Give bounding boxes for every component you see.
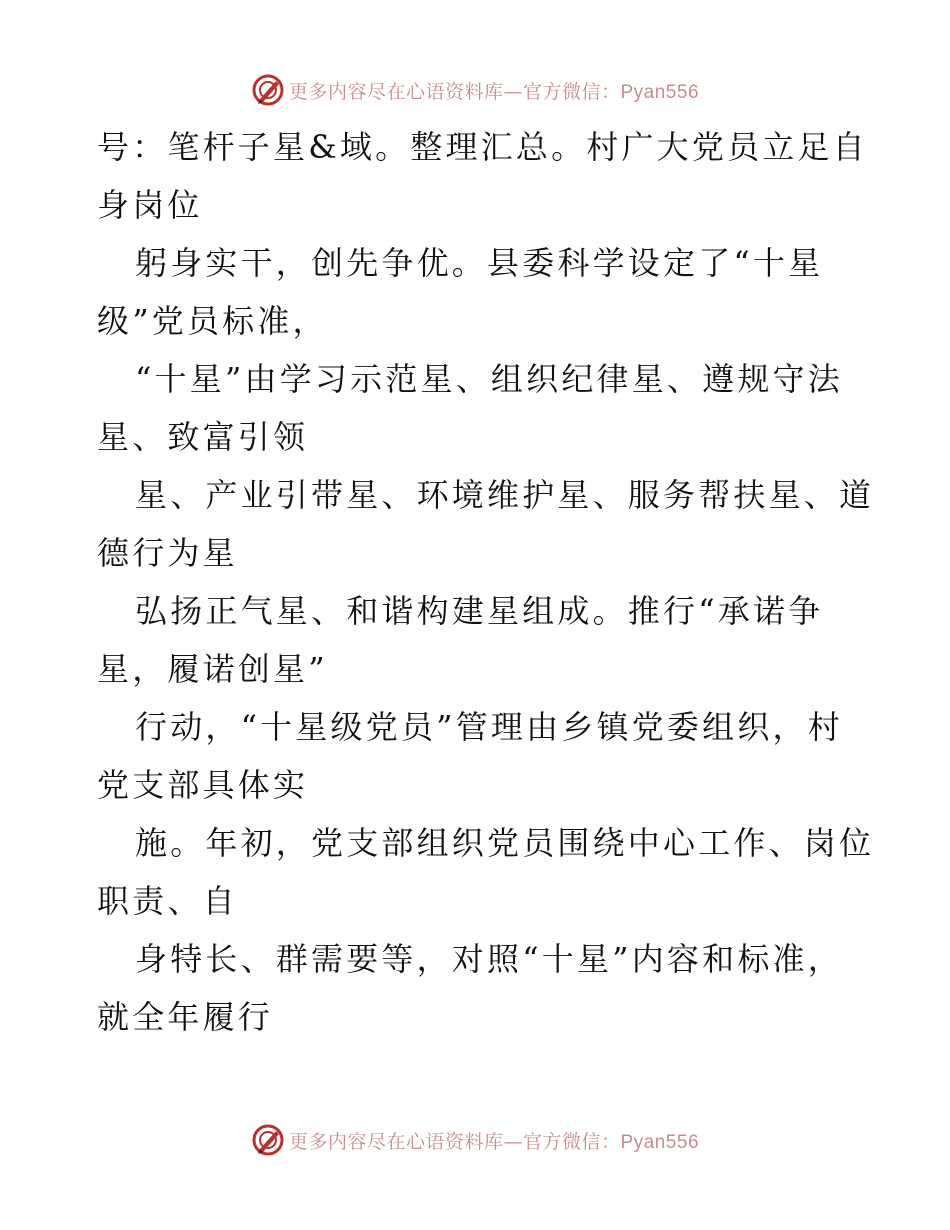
footer-banner-text [289, 1127, 699, 1154]
body-line: 就全年履行 [97, 998, 274, 1036]
body-line: 行动，“十星级党员”管理由乡镇党委组织，村 [135, 708, 843, 746]
body-line: 德行为星 [97, 534, 238, 572]
body-line: 星、致富引领 [97, 418, 309, 456]
body-line: 号：笔杆子星&域。整理汇总。村广大党员立足自 [97, 128, 868, 166]
body-line: 星，履诺创星” [97, 650, 328, 688]
pen-logo-icon [251, 73, 285, 107]
body-line: 星、产业引带星、环境维护星、服务帮扶星、道 [135, 476, 875, 514]
document-body [97, 118, 877, 1046]
header-banner-id: Pyan556 [620, 81, 700, 103]
body-line: 躬身实干，创先争优。县委科学设定了“十星 [135, 244, 824, 282]
header-banner-text [289, 77, 699, 104]
body-line: 级”党员标准， [97, 302, 328, 340]
body-line: 身特长、群需要等，对照“十星”内容和标准， [135, 940, 843, 978]
footer-banner-label: 更多内容尽在心语资料库—官方微信： [288, 1130, 621, 1153]
footer-banner [0, 1120, 950, 1160]
body-line: “十星”由学习示范星、组织纪律星、遵规守法 [135, 360, 843, 398]
body-line: 弘扬正气星、和谐构建星组成。推行“承诺争 [135, 592, 824, 630]
body-line: 职责、自 [97, 882, 238, 920]
header-banner [0, 70, 950, 110]
footer-banner-id: Pyan556 [620, 1131, 700, 1153]
body-line: 党支部具体实 [97, 766, 309, 804]
body-line: 身岗位 [97, 186, 203, 224]
pen-logo-icon [251, 1123, 285, 1157]
header-banner-label: 更多内容尽在心语资料库—官方微信： [288, 80, 621, 103]
body-line: 施。年初，党支部组织党员围绕中心工作、岗位 [135, 824, 875, 862]
